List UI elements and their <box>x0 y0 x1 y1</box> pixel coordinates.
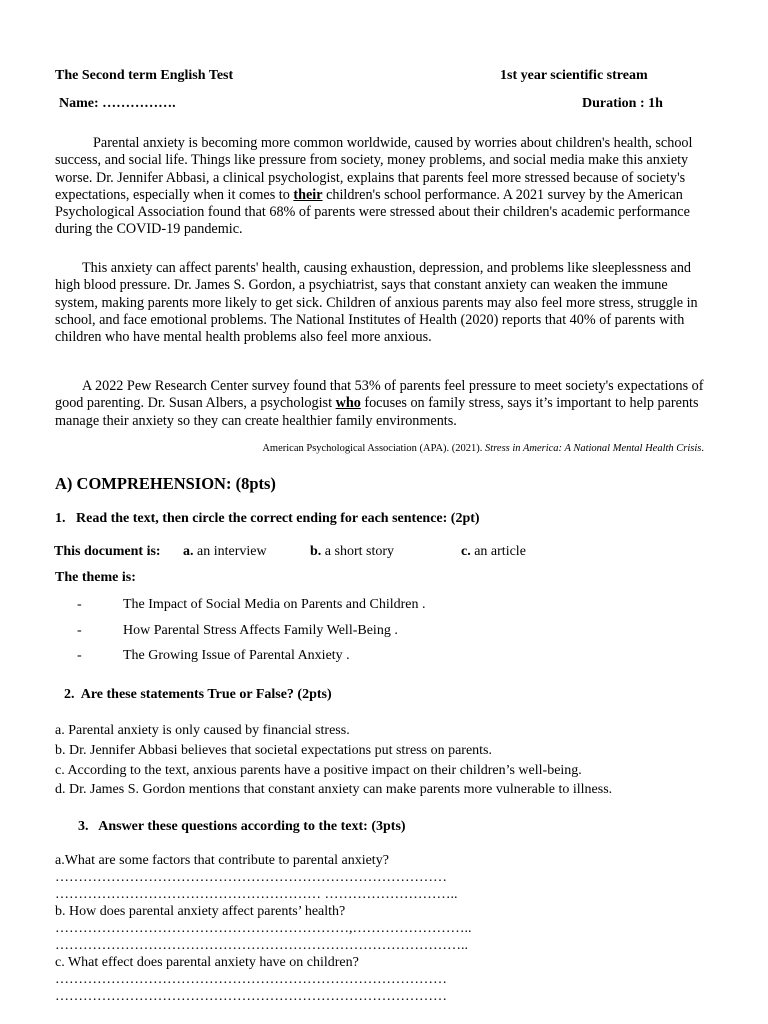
test-title: The Second term English Test <box>55 68 234 83</box>
paragraph-3 <box>55 378 710 430</box>
theme-option-3-text: The Growing Issue of Parental Anxiety . <box>123 648 350 663</box>
list-dash: - <box>77 648 82 663</box>
option-c[interactable] <box>461 544 526 560</box>
paragraph-1-text-b: children's school performance. A 2021 survey by the American Psychological Association found that 68% of parents were stressed about their children's academic performance during the COVID-19 pandemic. <box>55 186 690 238</box>
question-3a: a.What are some factors that contribute to parental anxiety? <box>55 853 389 868</box>
answer-line-3a-1[interactable]: ………………………………………………………………………… <box>55 870 447 885</box>
question-2-title: 2. Are these statements True or False? (2pts) <box>64 687 332 702</box>
paragraph-2: This anxiety can affect parents' health, causing exhaustion, depression, and problems like sleeplessness and high blood pressure. Dr. James S. Gordon, a psychiatrist, says that constant anxiety can weaken the immune system, making parents more likely to get sick. Children of anxious parents may also feel more stress, struggle in school, and face emotional problems. The National Institutes of Health (2020) reports that 40% of parents with children who have mental health problems also feel more anxious. <box>55 260 698 346</box>
answer-line-3a-2[interactable]: ………………………………………………… ……………………….. <box>55 887 458 902</box>
theme-option-2[interactable] <box>77 623 398 639</box>
doc-type-label <box>54 544 161 560</box>
option-b-letter: b. <box>310 544 322 559</box>
list-dash: - <box>77 623 82 638</box>
question-1-title: 1. Read the text, then circle the correct ending for each sentence: (2pt) <box>55 511 480 526</box>
theme-option-2-text: How Parental Stress Affects Family Well-Being . <box>123 623 398 638</box>
answer-line-3c-1[interactable]: ………………………………………………………………………… <box>55 972 447 987</box>
citation-title: Stress in America: A National Mental Health Crisis <box>485 443 702 454</box>
list-dash: - <box>77 597 82 612</box>
paragraph-1-text-a: Parental anxiety is becoming more common worldwide, caused by worries about children's health, school success, and social life. Things like pressure from society, money problems, and social media make this anxiety worse. Dr. Jennifer Abbasi, a clinical psychologist, explains that parents feel more stressed because of society's expectations, especially when it comes to <box>55 135 693 203</box>
theme-option-1[interactable] <box>77 597 425 613</box>
doc-type-prompt: This document is: <box>54 544 161 559</box>
option-c-letter: c. <box>461 544 471 559</box>
paragraph-3-text-b: focuses on family stress, says it’s important to help parents manage their anxiety so they can create healthier family environments. <box>55 395 699 429</box>
question-3c: c. What effect does parental anxiety have on children? <box>55 955 359 970</box>
citation-end: . <box>701 443 704 454</box>
question-3b: b. How does parental anxiety affect parents’ health? <box>55 904 346 919</box>
statement-a: a. Parental anxiety is only caused by financial stress. <box>55 723 350 738</box>
underlined-word-their: their <box>293 186 323 203</box>
stream-label: 1st year scientific stream <box>500 68 648 83</box>
paragraph-3-text-a: A 2022 Pew Research Center survey found that 53% of parents feel pressure to meet society's expectations of good parenting. Dr. Susan Albers, a psychologist <box>55 378 704 412</box>
option-b[interactable] <box>310 544 394 560</box>
theme-option-1-text: The Impact of Social Media on Parents and Children . <box>123 597 426 612</box>
question-3-title: 3. Answer these questions according to the text: (3pts) <box>78 819 406 834</box>
answer-line-3b-1[interactable]: ………………………………………………………,…………………….. <box>55 921 472 936</box>
theme-option-3[interactable] <box>77 648 350 664</box>
statement-b: b. Dr. Jennifer Abbasi believes that societal expectations put stress on parents. <box>55 743 493 758</box>
option-c-text: an article <box>470 544 526 559</box>
name-field-label: Name: ……………. <box>59 96 176 111</box>
paragraph-1 <box>55 135 710 239</box>
section-a-title: A) COMPREHENSION: (8pts) <box>55 474 276 493</box>
option-b-text: a short story <box>321 544 395 559</box>
option-a-letter: a. <box>183 544 194 559</box>
theme-label: The theme is: <box>55 570 136 585</box>
option-a-text: an interview <box>193 544 267 559</box>
answer-line-3b-2[interactable]: …………………………………………………………………………….. <box>55 938 468 953</box>
answer-line-3c-2[interactable]: ………………………………………………………………………… <box>55 989 447 1004</box>
duration-label: Duration : 1h <box>582 96 663 111</box>
citation <box>262 443 704 454</box>
citation-source: American Psychological Association (APA). (2021). <box>262 443 486 454</box>
statement-d: d. Dr. James S. Gordon mentions that constant anxiety can make parents more vulnerable to illness. <box>55 782 613 797</box>
option-a[interactable] <box>183 544 267 560</box>
underlined-word-who: who <box>335 395 361 412</box>
statement-c: c. According to the text, anxious parents have a positive impact on their children’s well-being. <box>55 763 582 778</box>
